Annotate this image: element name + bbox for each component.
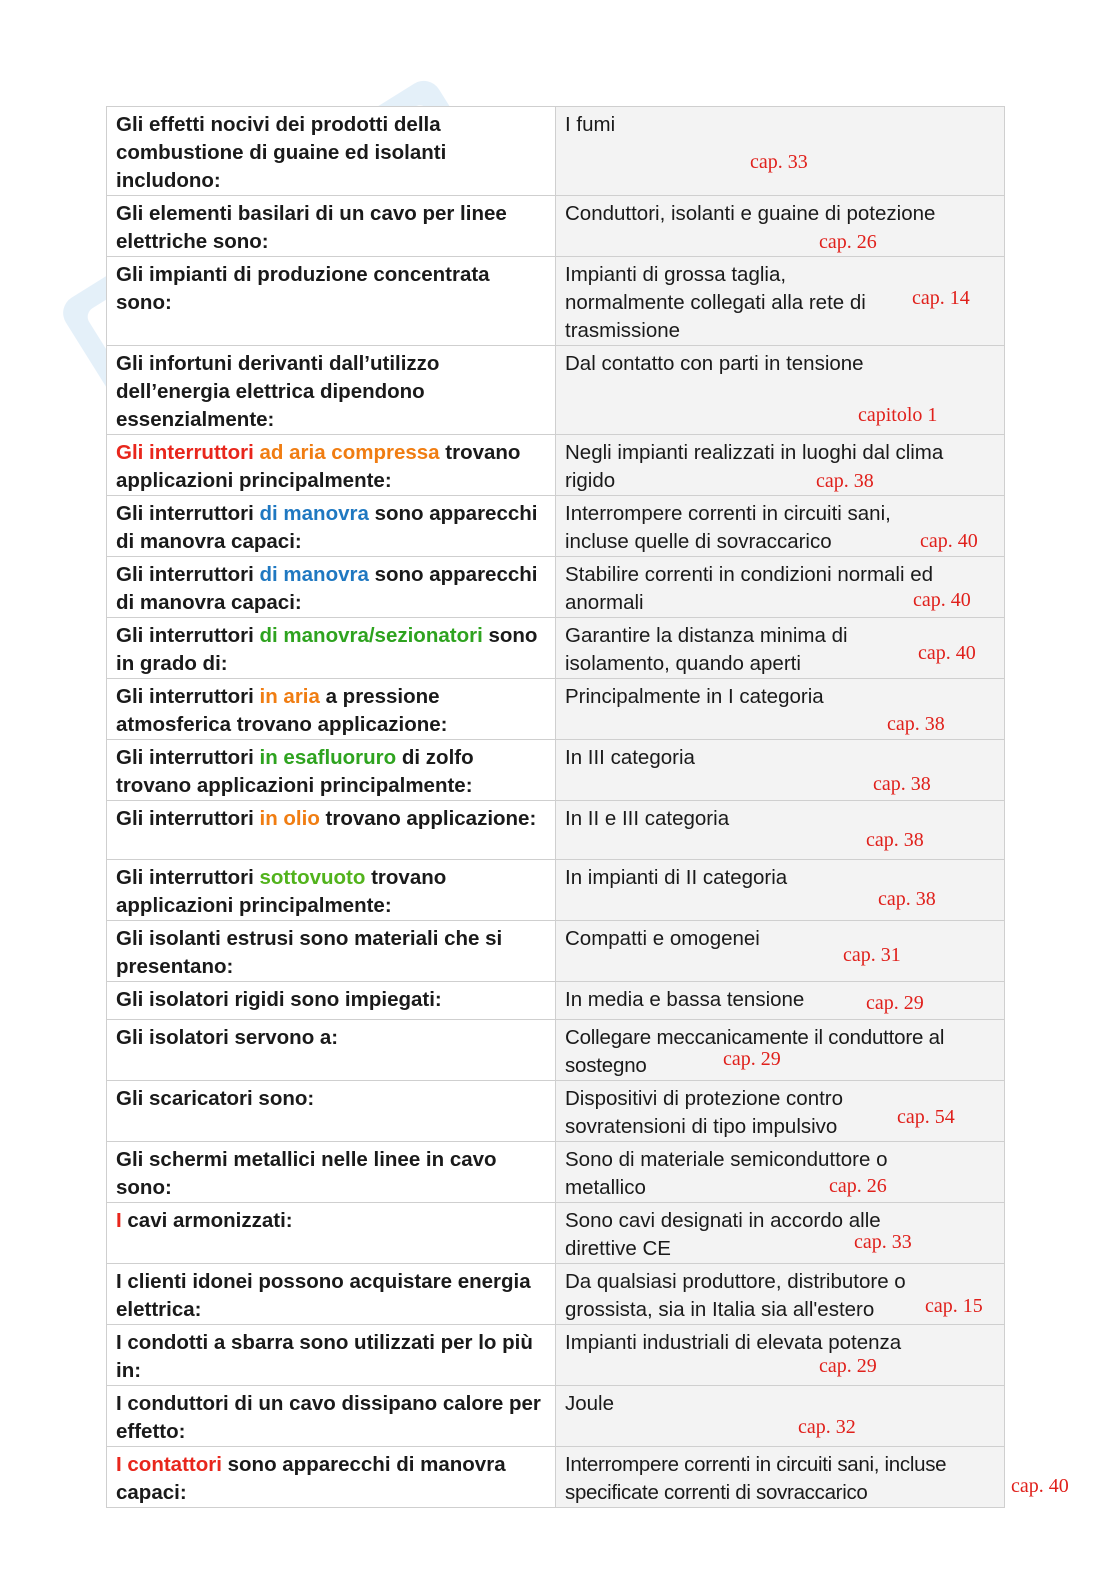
table-row <box>107 618 1005 679</box>
question-cell <box>107 435 556 496</box>
question-cell <box>107 346 556 435</box>
question-cell <box>107 618 556 679</box>
chapter-reference: cap. 26 <box>829 1175 887 1197</box>
answer-text: Negli impianti realizzati in luoghi dal clima rigido <box>565 441 944 492</box>
answer-text: In impianti di II categoria <box>565 866 788 889</box>
table-row <box>107 1325 1005 1386</box>
question-cell <box>107 982 556 1020</box>
answer-cell <box>556 740 1005 801</box>
chapter-reference: cap. 38 <box>816 470 874 492</box>
question-cell <box>107 496 556 557</box>
answer-text: Conduttori, isolanti e guaine di potezione <box>565 202 936 225</box>
table-row <box>107 1386 1005 1447</box>
answer-text: Principalmente in I categoria <box>565 685 824 708</box>
question-cell <box>107 1264 556 1325</box>
answer-text: Da qualsiasi produttore, distributore o grossista, sia in Italia sia all'estero <box>565 1270 906 1321</box>
question-text: Gli isolatori servono a: <box>116 1026 339 1049</box>
table-row <box>107 1020 1005 1081</box>
chapter-reference: cap. 40 <box>913 589 971 611</box>
table-row <box>107 801 1005 860</box>
answer-cell <box>556 1203 1005 1264</box>
answer-text: I fumi <box>565 113 616 136</box>
answer-text: Interrompere correnti in circuiti sani, incluse specificate correnti di sovraccarico <box>565 1453 947 1504</box>
table-row <box>107 860 1005 921</box>
question-text: Gli effetti nocivi dei prodotti della combustione di guaine ed isolanti includono: <box>116 113 447 192</box>
chapter-reference: cap. 40 <box>1011 1475 1069 1497</box>
question-text: Gli interruttori <box>116 624 260 647</box>
question-highlight: in esafluoruro <box>259 746 397 769</box>
answer-text: Garantire la distanza minima di isolamento, quando aperti <box>565 624 848 675</box>
answer-text: Stabilire correnti in condizioni normali ed anormali <box>565 563 934 614</box>
table-row <box>107 982 1005 1020</box>
question-text: Gli infortuni derivanti dall’utilizzo dell’energia elettrica dipendono essenzialmente: <box>116 352 440 431</box>
chapter-reference: cap. 33 <box>750 151 808 173</box>
answer-cell <box>556 860 1005 921</box>
question-highlight: in olio <box>259 807 320 830</box>
question-cell <box>107 1386 556 1447</box>
question-text: di zolfo trovano applicazioni principalmente: <box>116 746 474 797</box>
question-text: I conduttori di un cavo dissipano calore per effetto: <box>116 1392 541 1443</box>
answer-cell <box>556 1325 1005 1386</box>
table-row <box>107 1447 1005 1508</box>
answer-cell <box>556 346 1005 435</box>
question-cell <box>107 1020 556 1081</box>
question-cell <box>107 557 556 618</box>
question-text: trovano applicazioni principalmente: <box>116 866 447 917</box>
question-text: Gli interruttori <box>116 866 260 889</box>
question-highlight: di manovra <box>259 502 369 525</box>
answer-cell <box>556 982 1005 1020</box>
table-row <box>107 1203 1005 1264</box>
answer-cell <box>556 921 1005 982</box>
question-text: a pressione atmosferica trovano applicazione: <box>116 685 448 736</box>
question-cell <box>107 1203 556 1264</box>
answer-text: Joule <box>565 1392 615 1415</box>
chapter-reference: cap. 29 <box>723 1048 781 1070</box>
chapter-reference: cap. 54 <box>897 1106 955 1128</box>
question-highlight: I contattori <box>116 1453 222 1476</box>
answer-cell <box>556 435 1005 496</box>
answer-text: Sono di materiale semiconduttore o metallico <box>565 1148 888 1199</box>
answer-cell <box>556 801 1005 860</box>
answer-cell <box>556 1386 1005 1447</box>
question-cell <box>107 679 556 740</box>
table-row <box>107 1081 1005 1142</box>
question-cell <box>107 921 556 982</box>
answer-cell <box>556 1142 1005 1203</box>
chapter-reference: cap. 38 <box>887 713 945 735</box>
chapter-reference: cap. 31 <box>843 944 901 966</box>
answer-cell <box>556 1020 1005 1081</box>
chapter-reference: cap. 40 <box>920 530 978 552</box>
table-row <box>107 921 1005 982</box>
question-cell <box>107 1081 556 1142</box>
answer-text: Dal contatto con parti in tensione <box>565 352 864 375</box>
question-highlight: in aria <box>259 685 320 708</box>
question-highlight: sottovuoto <box>259 866 366 889</box>
question-text: sono apparecchi di manovra capaci: <box>116 1453 506 1504</box>
answer-cell <box>556 496 1005 557</box>
table-row <box>107 346 1005 435</box>
question-text: trovano applicazione: <box>319 807 537 830</box>
answer-cell <box>556 557 1005 618</box>
chapter-reference: cap. 15 <box>925 1295 983 1317</box>
answer-text: Impianti industriali di elevata potenza <box>565 1331 902 1354</box>
question-cell <box>107 1325 556 1386</box>
chapter-reference: cap. 29 <box>866 992 924 1014</box>
question-highlight: I <box>116 1209 122 1232</box>
table-row <box>107 740 1005 801</box>
answer-text: In media e bassa tensione <box>565 988 805 1011</box>
table-row <box>107 496 1005 557</box>
question-text: trovano applicazioni principalmente: <box>116 441 521 492</box>
answer-text: Collegare meccanicamente il conduttore al sostegno <box>565 1026 945 1077</box>
question-text: I clienti idonei possono acquistare energia elettrica: <box>116 1270 531 1321</box>
question-text: Gli interruttori <box>116 807 260 830</box>
question-text: sono apparecchi di manovra capaci: <box>116 563 538 614</box>
question-text: cavi armonizzati: <box>121 1209 293 1232</box>
question-highlight: di manovra/sezionatori <box>259 624 483 647</box>
table-row <box>107 679 1005 740</box>
question-cell <box>107 740 556 801</box>
table-row <box>107 435 1005 496</box>
answer-cell <box>556 1447 1069 1508</box>
chapter-reference: cap. 33 <box>854 1231 912 1253</box>
question-cell <box>107 1142 556 1203</box>
question-text: Gli schermi metallici nelle linee in cavo sono: <box>116 1148 497 1199</box>
table-row <box>107 107 1005 196</box>
answer-cell <box>556 618 1005 679</box>
chapter-reference: capitolo 1 <box>858 404 938 426</box>
question-text: Gli isolanti estrusi sono materiali che si presentano: <box>116 927 503 978</box>
question-cell <box>107 107 556 196</box>
answer-text: In III categoria <box>565 746 695 769</box>
question-text: Gli scaricatori sono: <box>116 1087 315 1110</box>
chapter-reference: cap. 29 <box>819 1355 877 1377</box>
chapter-reference: cap. 32 <box>798 1416 856 1438</box>
answer-text: Impianti di grossa taglia, normalmente collegati alla rete di trasmissione <box>565 263 866 342</box>
chapter-reference: cap. 40 <box>918 642 976 664</box>
answer-text: Dispositivi di protezione contro sovratensioni di tipo impulsivo <box>565 1087 844 1138</box>
question-text: I condotti a sbarra sono utilizzati per lo più in: <box>116 1331 533 1382</box>
question-text: Gli impianti di produzione concentrata sono: <box>116 263 490 314</box>
answer-cell <box>556 107 1005 196</box>
question-text: sono apparecchi di manovra capaci: <box>116 502 538 553</box>
chapter-reference: cap. 38 <box>873 773 931 795</box>
answer-cell <box>556 1081 1005 1142</box>
question-cell <box>107 1447 556 1508</box>
answer-cell <box>556 679 1005 740</box>
table-row <box>107 1142 1005 1203</box>
question-highlight: Gli interruttori <box>116 441 254 464</box>
answer-cell <box>556 257 1005 346</box>
answer-text: Compatti e omogenei <box>565 927 760 950</box>
question-text: Gli interruttori <box>116 685 260 708</box>
question-highlight: di manovra <box>259 563 369 586</box>
question-cell <box>107 196 556 257</box>
answer-cell <box>556 1264 1005 1325</box>
table-row <box>107 1264 1005 1325</box>
chapter-reference: cap. 38 <box>878 888 936 910</box>
question-cell <box>107 257 556 346</box>
question-highlight: ad aria compressa <box>259 441 440 464</box>
question-text: Gli interruttori <box>116 746 260 769</box>
table-row <box>107 196 1005 257</box>
question-cell <box>107 801 556 860</box>
chapter-reference: cap. 14 <box>912 287 970 309</box>
question-cell <box>107 860 556 921</box>
table-row <box>107 557 1005 618</box>
answer-text: Interrompere correnti in circuiti sani, incluse quelle di sovraccarico <box>565 502 891 553</box>
answer-text: In II e III categoria <box>565 807 730 830</box>
answer-cell <box>556 196 1005 257</box>
question-text: Gli isolatori rigidi sono impiegati: <box>116 988 442 1011</box>
qa-table <box>106 106 1069 1508</box>
question-text: Gli interruttori <box>116 563 260 586</box>
answer-text: Sono cavi designati in accordo alle direttive CE <box>565 1209 881 1260</box>
question-text: sono in grado di: <box>116 624 538 675</box>
question-text: Gli interruttori <box>116 502 260 525</box>
table-row <box>107 257 1005 346</box>
chapter-reference: cap. 38 <box>866 829 924 851</box>
chapter-reference: cap. 26 <box>819 231 877 253</box>
question-text: Gli elementi basilari di un cavo per linee elettriche sono: <box>116 202 507 253</box>
